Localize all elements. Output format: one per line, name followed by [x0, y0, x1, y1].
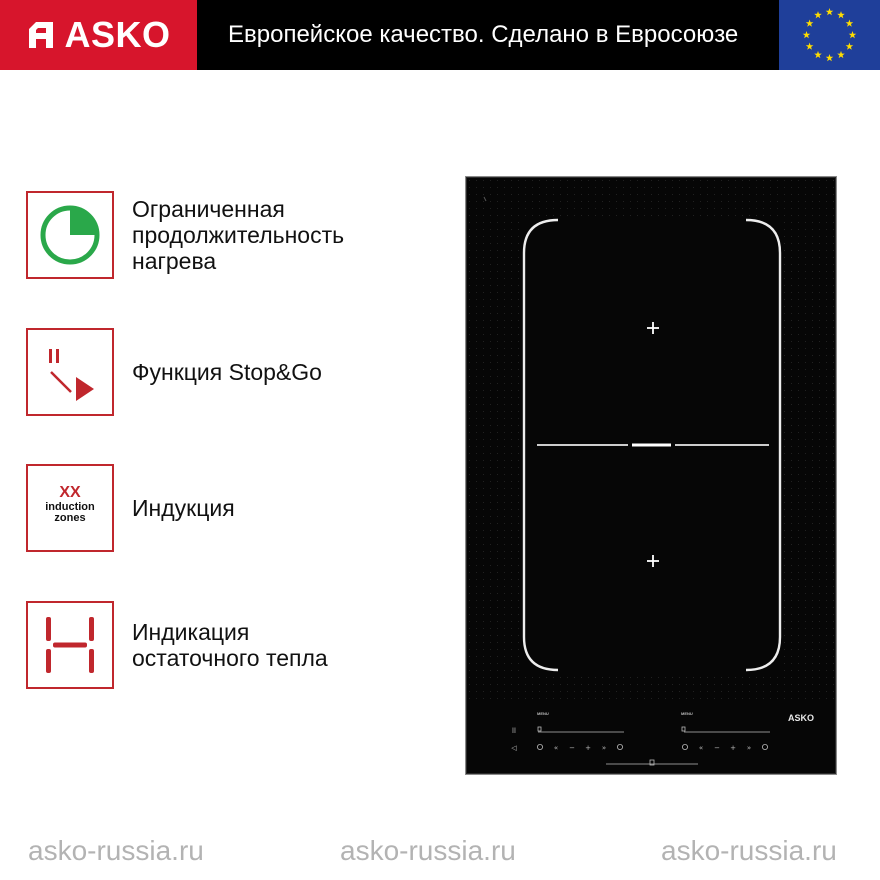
eu-star	[846, 20, 854, 27]
brand-name: ASKO	[64, 14, 171, 55]
feature-timer-label: Ограниченная продолжительность нагрева	[132, 196, 345, 274]
feature-residual-heat	[26, 601, 446, 689]
footer-watermark: asko-russia.ru	[28, 835, 204, 866]
feature-induction-label: Индукция	[132, 495, 235, 521]
eu-star	[814, 51, 822, 58]
eu-star	[806, 43, 814, 50]
stop-and-go-icon	[26, 328, 114, 416]
cooktop-brand-mark: ASKO	[788, 713, 815, 723]
feature-induction	[26, 464, 446, 552]
asko-logo-icon	[26, 21, 56, 49]
induction-icon-xx: XX	[59, 484, 81, 501]
brand-logo[interactable]	[0, 0, 197, 70]
control-menu-label-right: MENU	[681, 711, 693, 716]
svg-text:◁: ◁	[511, 744, 517, 752]
svg-text:«: «	[698, 744, 704, 752]
feature-stop-and-go	[26, 328, 446, 416]
svg-text:−: −	[714, 744, 720, 752]
eu-star	[837, 11, 845, 18]
footer-watermark: asko-russia.ru	[340, 835, 516, 866]
timer-icon	[26, 191, 114, 279]
header-tagline: Европейское качество. Сделано в Евросоюзе	[228, 21, 739, 48]
svg-text:ll: ll	[512, 727, 516, 735]
feature-timer	[26, 191, 446, 279]
eu-star	[846, 43, 854, 50]
svg-text:−: −	[569, 744, 575, 752]
feature-stop-and-go-label: Функция Stop&Go	[132, 359, 322, 385]
footer-watermark: asko-russia.ru	[661, 835, 837, 866]
svg-text:«: «	[553, 744, 559, 752]
eu-star	[806, 20, 814, 27]
induction-icon-line1: induction	[45, 501, 95, 513]
eu-star	[849, 31, 857, 38]
header-bar	[0, 0, 880, 70]
control-menu-label-left: MENU	[537, 711, 549, 716]
svg-text:+: +	[730, 744, 736, 752]
eu-star	[837, 51, 845, 58]
eu-star	[826, 54, 834, 61]
residual-heat-icon	[26, 601, 114, 689]
eu-star	[814, 11, 822, 18]
eu-flag-icon	[779, 0, 880, 70]
induction-zones-icon	[26, 464, 114, 552]
eu-star	[826, 8, 834, 15]
svg-text:»: »	[601, 744, 607, 752]
induction-cooktop-image	[465, 176, 837, 775]
induction-icon-line2: zones	[54, 512, 86, 524]
svg-text:+: +	[585, 744, 591, 752]
eu-star	[803, 31, 811, 38]
feature-residual-heat-label: Индикация остаточного тепла	[132, 619, 328, 671]
svg-text:»: »	[746, 744, 752, 752]
